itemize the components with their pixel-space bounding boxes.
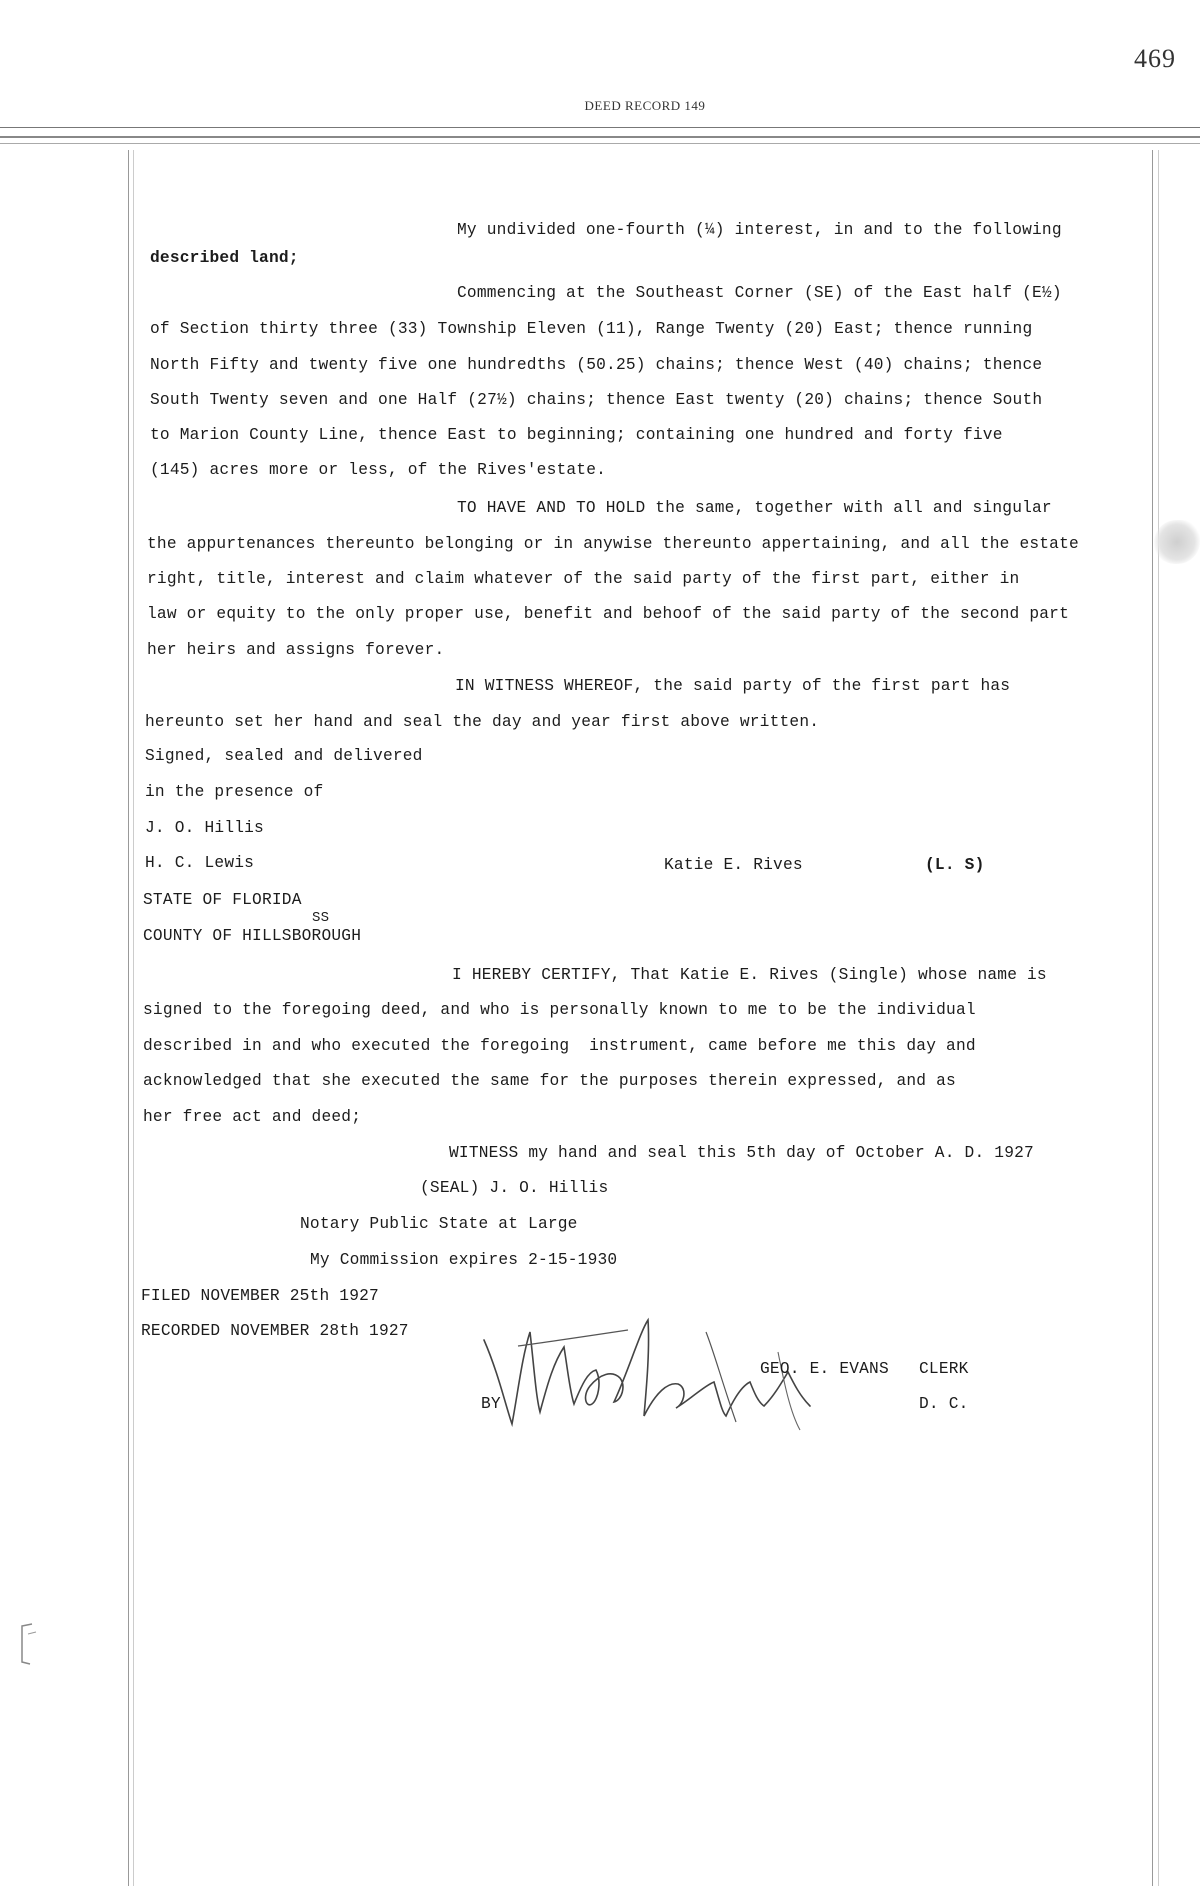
witness-name: H. C. Lewis xyxy=(145,854,255,872)
by-label: BY xyxy=(481,1395,501,1413)
clerk-name: GEO. E. EVANS xyxy=(760,1360,889,1378)
habendum-line: TO HAVE AND TO HOLD the same, together with all and singular xyxy=(457,499,1052,517)
notary-witness-line: WITNESS my hand and seal this 5th day of October A. D. 1927 xyxy=(449,1144,1034,1162)
land-description-line: to Marion County Line, thence East to beginning; containing one hundred and forty five xyxy=(150,426,1003,444)
testimonium-line: hereunto set her hand and seal the day and year first above written. xyxy=(145,713,820,731)
testimonium-line: IN WITNESS WHEREOF, the said party of the first part has xyxy=(455,677,1011,695)
certificate-line: I HEREBY CERTIFY, That Katie E. Rives (Single) whose name is xyxy=(452,966,1047,984)
filed-date: FILED NOVEMBER 25th 1927 xyxy=(141,1287,379,1305)
margin-bracket-mark xyxy=(18,1620,40,1668)
habendum-line: the appurtenances thereunto belonging or in anywise thereunto appertaining, and all the estate xyxy=(147,535,1079,553)
page-number: 469 xyxy=(1134,44,1176,73)
land-description-line: North Fifty and twenty five one hundredths (50.25) chains; thence West (40) chains; thence xyxy=(150,356,1043,374)
presence-line: in the presence of xyxy=(145,783,324,801)
header-rule-bottom xyxy=(0,143,1200,144)
grant-line: My undivided one-fourth (¼) interest, in and to the following xyxy=(457,221,1062,239)
certificate-line: described in and who executed the foregoing instrument, came before me this day and xyxy=(143,1037,976,1055)
land-description-line: Commencing at the Southeast Corner (SE) of the East half (E½) xyxy=(457,284,1062,302)
deputy-clerk-title: D. C. xyxy=(919,1395,969,1413)
left-margin-rule xyxy=(128,150,129,1886)
land-description-line: (145) acres more or less, of the Rives'estate. xyxy=(150,461,607,479)
header-rule-middle xyxy=(0,136,1200,138)
header-rule-top xyxy=(0,127,1200,128)
seal-mark: (L. S) xyxy=(925,856,985,874)
page-smudge xyxy=(1154,520,1200,564)
witness-name: J. O. Hillis xyxy=(145,819,264,837)
record-title: DEED RECORD 149 xyxy=(584,98,706,113)
certificate-line: signed to the foregoing deed, and who is personally known to me to be the individual xyxy=(143,1001,976,1019)
notary-commission: My Commission expires 2-15-1930 xyxy=(310,1251,618,1269)
habendum-line: law or equity to the only proper use, benefit and behoof of the said party of the second part xyxy=(147,605,1070,623)
venue-state: STATE OF FLORIDA xyxy=(143,891,302,909)
right-margin-rule-inner xyxy=(1158,150,1159,1886)
certificate-line: acknowledged that she executed the same for the purposes therein expressed, and as xyxy=(143,1072,956,1090)
grant-line: described land; xyxy=(150,249,299,267)
recorded-date: RECORDED NOVEMBER 28th 1927 xyxy=(141,1322,409,1340)
notary-title: Notary Public State at Large xyxy=(300,1215,578,1233)
notary-seal-line: (SEAL) J. O. Hillis xyxy=(420,1179,609,1197)
grantor-name: Katie E. Rives xyxy=(664,856,803,874)
left-margin-rule-inner xyxy=(133,150,134,1886)
right-margin-rule xyxy=(1152,150,1153,1886)
land-description-line: of Section thirty three (33) Township Eleven (11), Range Twenty (20) East; thence running xyxy=(150,320,1033,338)
clerk-title: CLERK xyxy=(919,1360,969,1378)
habendum-line: her heirs and assigns forever. xyxy=(147,641,445,659)
venue-ss: SS xyxy=(312,910,330,926)
signed-sealed-line: Signed, sealed and delivered xyxy=(145,747,423,765)
certificate-line: her free act and deed; xyxy=(143,1108,362,1126)
land-description-line: South Twenty seven and one Half (27½) chains; thence East twenty (20) chains; thence South xyxy=(150,391,1043,409)
venue-county: COUNTY OF HILLSBOROUGH xyxy=(143,927,362,945)
habendum-line: right, title, interest and claim whatever of the said party of the first part, either in xyxy=(147,570,1020,588)
